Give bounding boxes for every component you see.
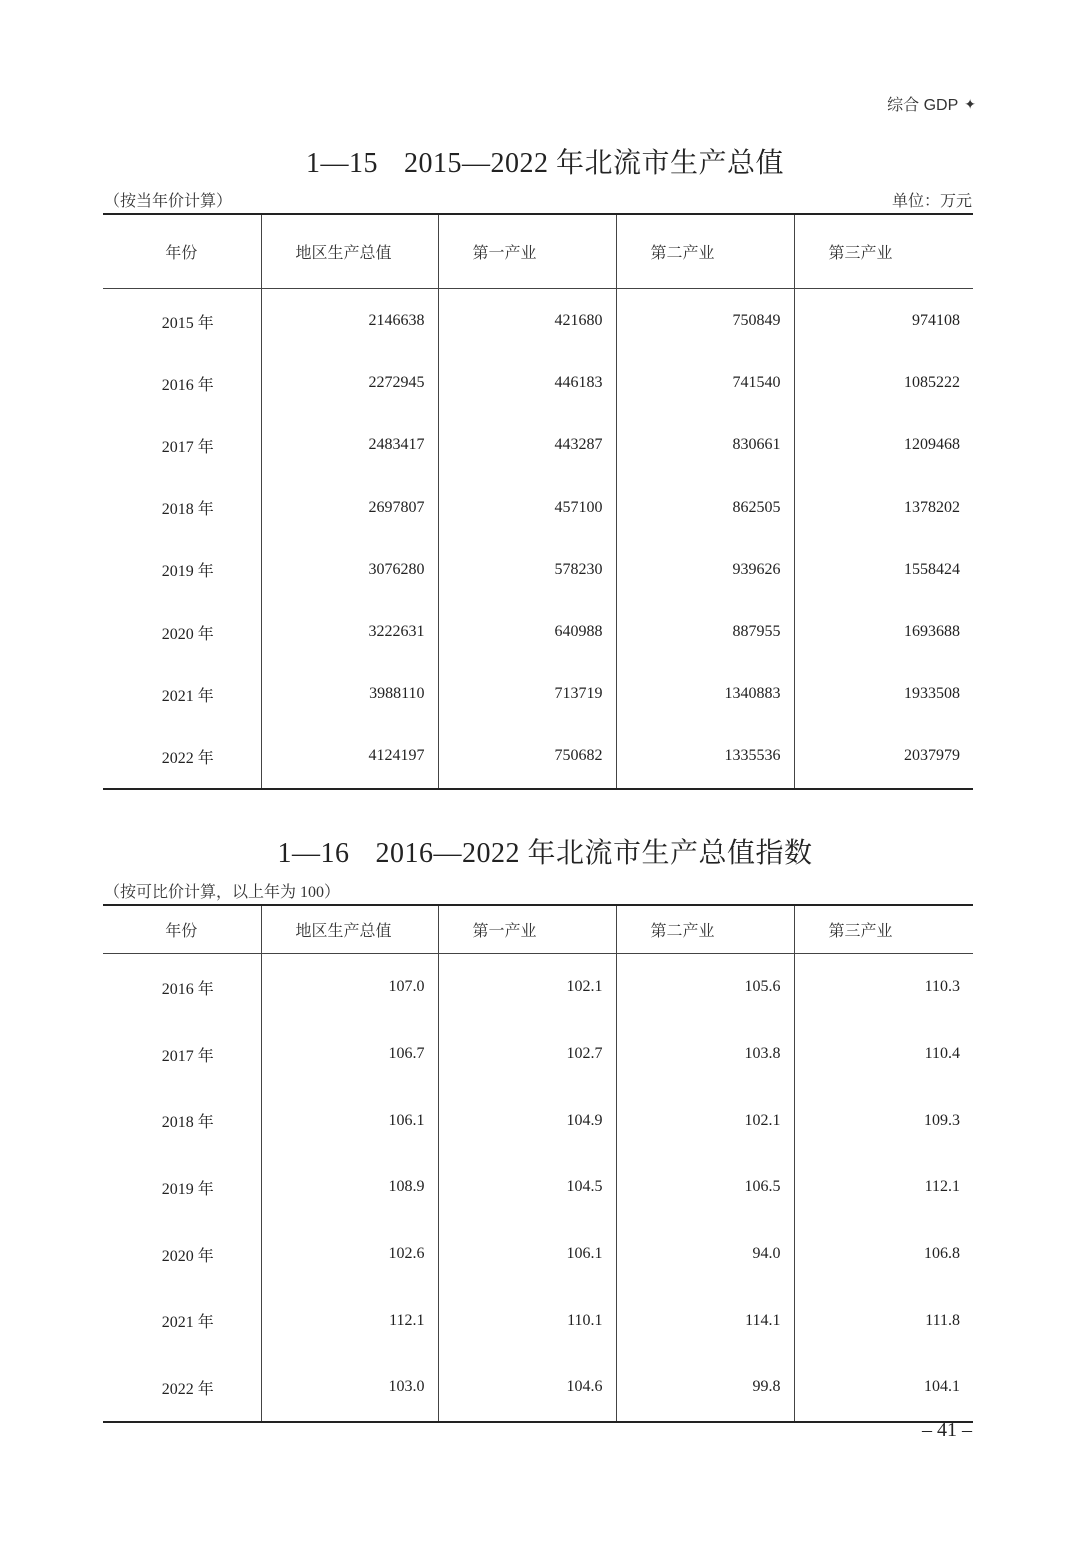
table-cell: 4124197 xyxy=(261,725,438,788)
column-header: 第二产业 xyxy=(616,905,794,954)
table-row xyxy=(103,477,973,539)
table-cell: 1340883 xyxy=(616,663,794,725)
table1-number: 1—15 xyxy=(305,148,378,179)
table-cell: 104.6 xyxy=(438,1354,616,1422)
table-cell: 109.3 xyxy=(794,1087,973,1154)
table-cell: 1085222 xyxy=(794,352,973,414)
table-row xyxy=(103,1087,973,1154)
table-cell: 3988110 xyxy=(261,663,438,725)
table-cell: 103.0 xyxy=(261,1354,438,1422)
table-row xyxy=(103,1021,973,1088)
table-row xyxy=(103,414,973,476)
table-cell: 3076280 xyxy=(261,539,438,601)
table-row xyxy=(103,663,973,725)
table-cell: 99.8 xyxy=(616,1354,794,1422)
table-cell: 2146638 xyxy=(261,289,438,353)
table-cell: 1209468 xyxy=(794,414,973,476)
table-row xyxy=(103,352,973,414)
table-cell: 2017 年 xyxy=(161,1047,214,1065)
table-cell: 2037979 xyxy=(794,725,973,788)
table-cell: 106.5 xyxy=(616,1154,794,1221)
table-row xyxy=(103,1221,973,1288)
table-cell: 2015 年 xyxy=(161,314,214,332)
table1-title-text: 2015—2022 年北流市生产总值 xyxy=(403,148,784,179)
table-cell: 104.5 xyxy=(438,1154,616,1221)
table-cell: 102.1 xyxy=(616,1087,794,1154)
table2-header-row xyxy=(103,905,973,954)
table-cell: 640988 xyxy=(438,601,616,663)
column-header: 地区生产总值 xyxy=(261,905,438,954)
table-cell: 111.8 xyxy=(794,1287,973,1354)
table-cell: 421680 xyxy=(438,289,616,353)
running-header xyxy=(887,92,976,115)
column-header: 第一产业 xyxy=(438,905,616,954)
table-cell: 102.7 xyxy=(438,1021,616,1088)
table-row xyxy=(103,289,973,353)
table-cell: 108.9 xyxy=(261,1154,438,1221)
table-row xyxy=(103,1354,973,1422)
table-cell: 1558424 xyxy=(794,539,973,601)
table-cell: 3222631 xyxy=(261,601,438,663)
table-cell: 104.9 xyxy=(438,1087,616,1154)
table-cell: 114.1 xyxy=(616,1287,794,1354)
table-cell: 112.1 xyxy=(261,1287,438,1354)
table-cell: 750682 xyxy=(438,725,616,788)
table-cell: 110.4 xyxy=(794,1021,973,1088)
page-number: – 41 – xyxy=(922,1419,972,1441)
table-cell: 1378202 xyxy=(794,477,973,539)
table-cell: 2021 年 xyxy=(161,687,214,705)
table-cell: 107.0 xyxy=(261,954,438,1021)
table1-note: （按当年价计算） xyxy=(104,193,233,210)
table-cell: 106.7 xyxy=(261,1021,438,1088)
table-row xyxy=(103,725,973,788)
table-cell: 2018 年 xyxy=(161,501,214,519)
table-cell: 106.1 xyxy=(261,1087,438,1154)
table-cell: 105.6 xyxy=(616,954,794,1021)
table-cell: 2020 年 xyxy=(161,1247,214,1265)
column-header: 第三产业 xyxy=(794,905,973,954)
table-cell: 104.1 xyxy=(794,1354,973,1422)
table-cell: 2016 年 xyxy=(161,980,214,998)
table-cell: 102.6 xyxy=(261,1221,438,1288)
column-header: 地区生产总值 xyxy=(261,214,438,289)
table-cell: 106.8 xyxy=(794,1221,973,1288)
table-cell: 457100 xyxy=(438,477,616,539)
table-cell: 578230 xyxy=(438,539,616,601)
table-cell: 2022 年 xyxy=(161,749,214,767)
table2-title-text: 2016—2022 年北流市生产总值指数 xyxy=(375,838,813,869)
table-cell: 939626 xyxy=(616,539,794,601)
table-cell: 887955 xyxy=(616,601,794,663)
table-cell: 750849 xyxy=(616,289,794,353)
table-cell: 2017 年 xyxy=(161,438,214,456)
table-cell: 974108 xyxy=(794,289,973,353)
table-cell: 2021 年 xyxy=(161,1314,214,1332)
table-cell: 112.1 xyxy=(794,1154,973,1221)
table-cell: 2022 年 xyxy=(161,1380,214,1398)
table-cell: 713719 xyxy=(438,663,616,725)
table-row xyxy=(103,601,973,663)
table-cell: 2020 年 xyxy=(161,625,214,643)
table-cell: 2019 年 xyxy=(161,563,214,581)
table-row xyxy=(103,1154,973,1221)
table-cell: 1693688 xyxy=(794,601,973,663)
table-cell: 106.1 xyxy=(438,1221,616,1288)
table-cell: 443287 xyxy=(438,414,616,476)
table1-title xyxy=(0,141,1090,181)
table-row xyxy=(103,1287,973,1354)
table-cell: 830661 xyxy=(616,414,794,476)
table1-header-row xyxy=(103,214,973,289)
column-header: 年份 xyxy=(103,214,261,289)
table1 xyxy=(103,213,973,790)
table-cell: 446183 xyxy=(438,352,616,414)
table-cell: 862505 xyxy=(616,477,794,539)
table-cell: 2018 年 xyxy=(161,1114,214,1132)
section-label: 综合 GDP xyxy=(887,97,959,114)
table-cell: 110.1 xyxy=(438,1287,616,1354)
diamond-icon: ✦ xyxy=(964,95,976,112)
table-cell: 741540 xyxy=(616,352,794,414)
table-row xyxy=(103,539,973,601)
column-header: 第二产业 xyxy=(616,214,794,289)
column-header: 第一产业 xyxy=(438,214,616,289)
table-cell: 110.3 xyxy=(794,954,973,1021)
table-cell: 2019 年 xyxy=(161,1180,214,1198)
table-cell: 2272945 xyxy=(261,352,438,414)
table-cell: 2483417 xyxy=(261,414,438,476)
table-cell: 103.8 xyxy=(616,1021,794,1088)
table-row xyxy=(103,954,973,1021)
table2-note: （按可比价计算，以上年为 100） xyxy=(104,884,341,901)
table-cell: 1335536 xyxy=(616,725,794,788)
table-cell: 2016 年 xyxy=(161,376,214,394)
table-cell: 94.0 xyxy=(616,1221,794,1288)
table-cell: 102.1 xyxy=(438,954,616,1021)
table1-unit: 单位：万元 xyxy=(891,193,972,210)
column-header: 第三产业 xyxy=(794,214,973,289)
table-cell: 1933508 xyxy=(794,663,973,725)
table2-number: 1—16 xyxy=(277,838,350,869)
column-header: 年份 xyxy=(103,905,261,954)
table2 xyxy=(103,904,973,1423)
table-cell: 2697807 xyxy=(261,477,438,539)
table2-title xyxy=(0,831,1090,871)
